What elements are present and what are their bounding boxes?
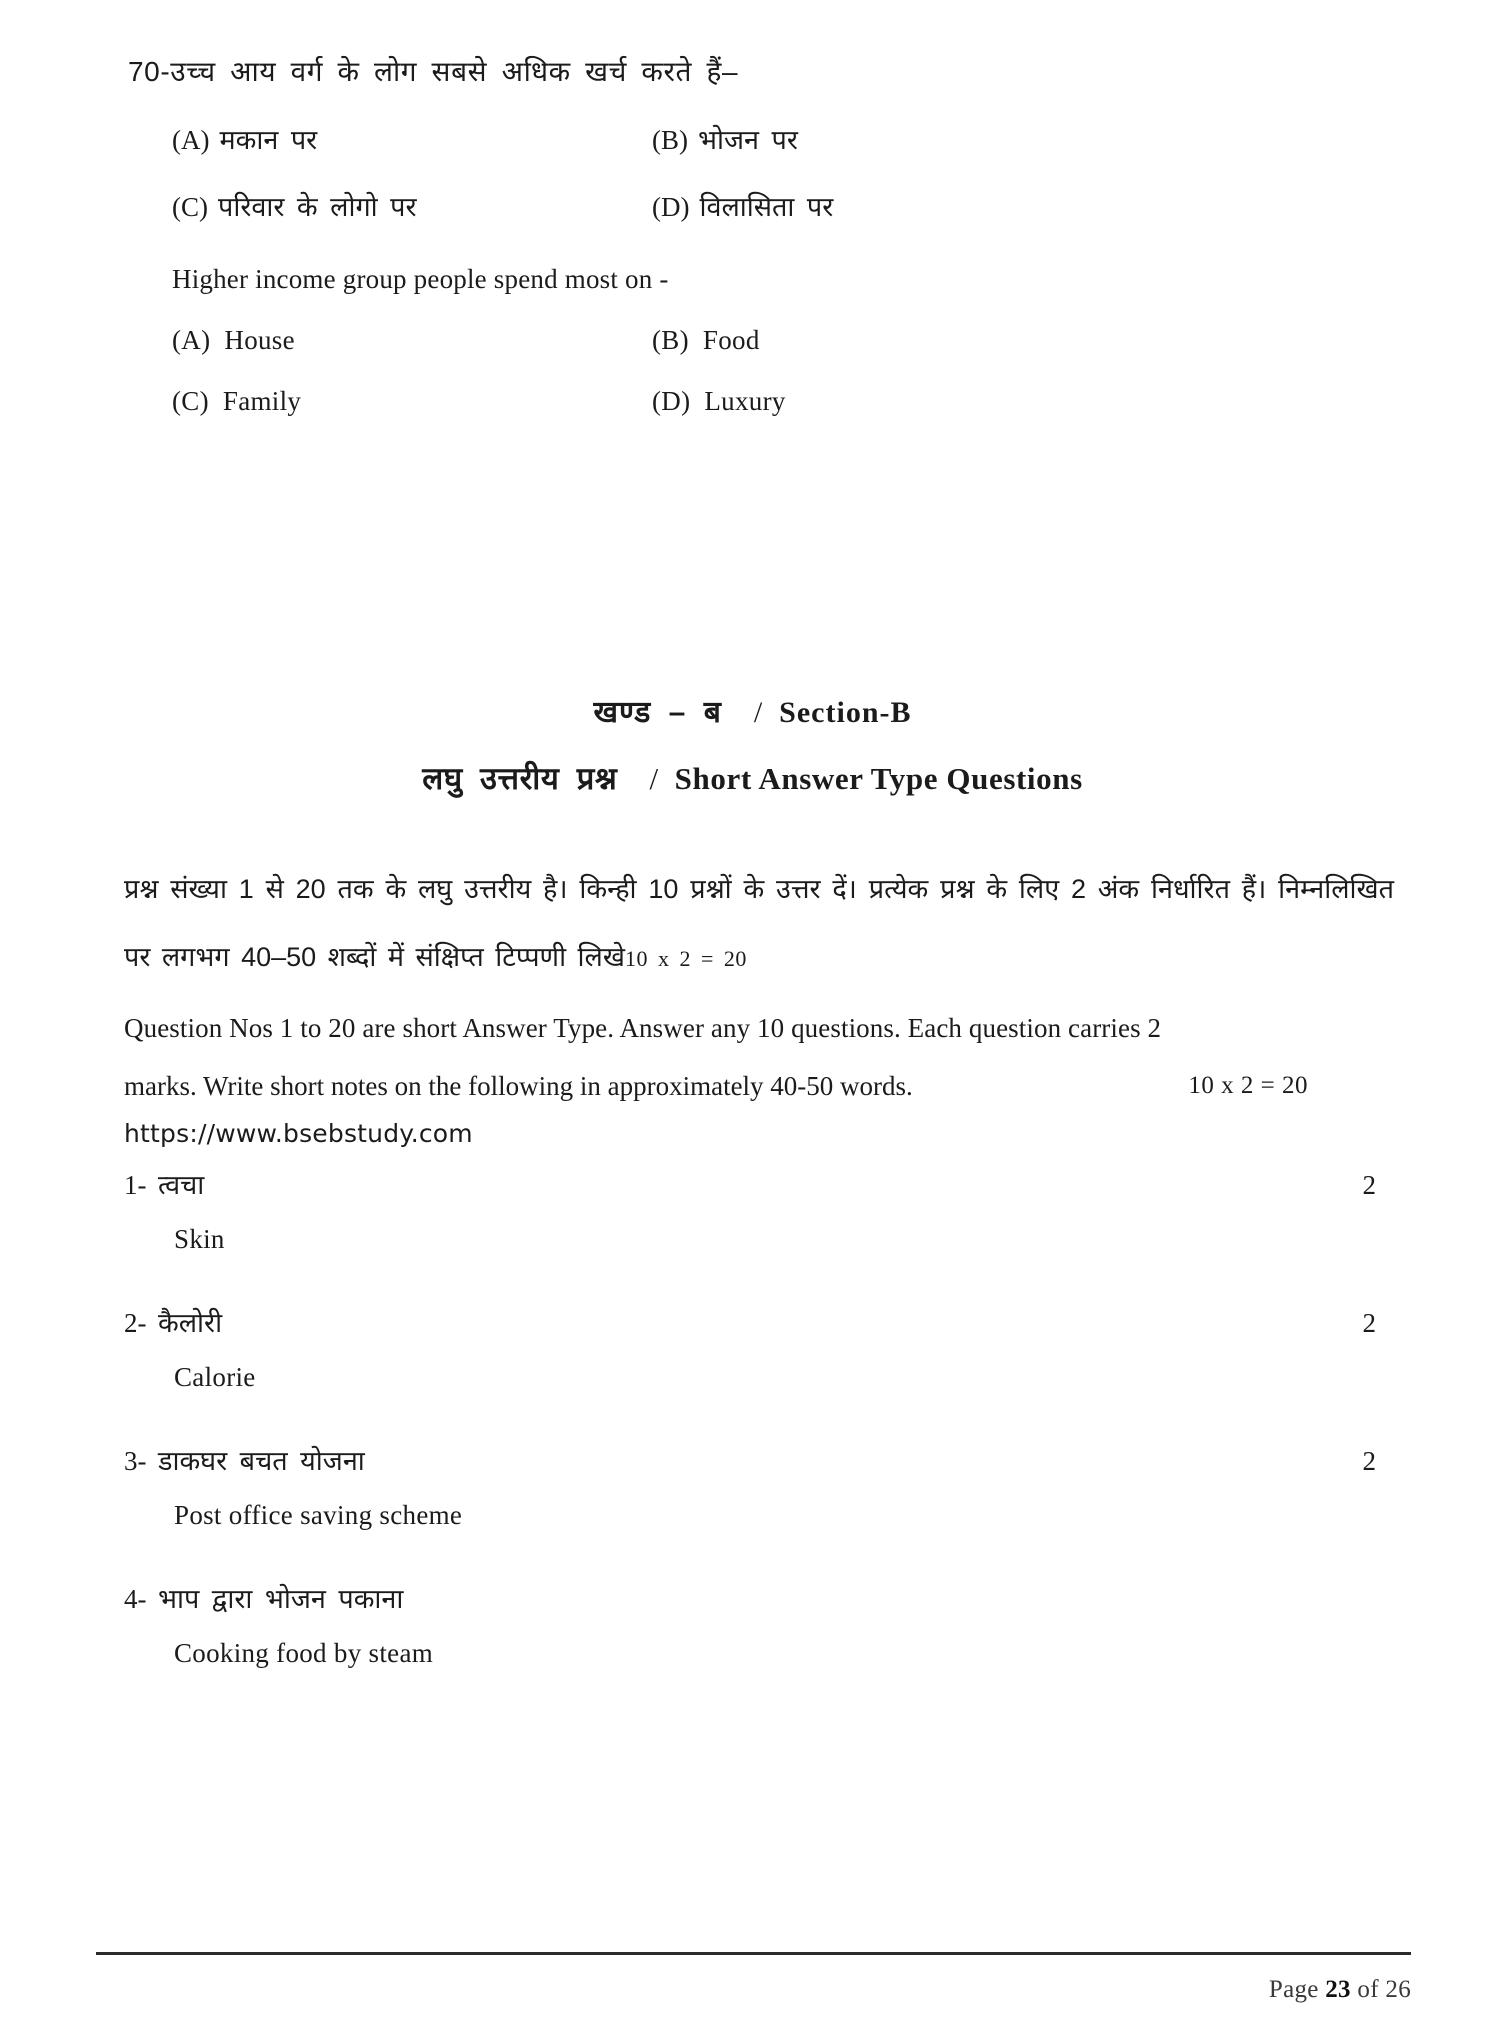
page-footer bbox=[1269, 1976, 1411, 2004]
mcq-question-block bbox=[128, 52, 1378, 417]
list-item bbox=[124, 1579, 1394, 1669]
section-subtitle-english: Short Answer Type Questions bbox=[674, 761, 1083, 796]
options-row-english-1 bbox=[128, 325, 1378, 356]
list-item bbox=[124, 1441, 1394, 1531]
option-label-c: परिवार के लोगो पर bbox=[218, 192, 417, 222]
question-stem-english: Higher income group people spend most on - bbox=[172, 264, 669, 294]
question-text-hindi: त्वचा bbox=[158, 1170, 205, 1200]
option-hindi-b[interactable] bbox=[652, 120, 1132, 157]
instructions-hindi-text: प्रश्न संख्या 1 से 20 तक के लघु उत्तरीय है। किन्ही 10 प्रश्नों के उत्तर दें। प्रत्येक प्रश्न के लिए 2 अंक निर्धारित हैं। निम्नलिखित पर लगभग 40–50 शब्दों में संक्षिप्त टिप्पणी लिखे bbox=[124, 874, 1394, 972]
option-hindi-c[interactable] bbox=[172, 187, 652, 224]
option-label-en-b: Food bbox=[702, 325, 760, 355]
footer-total-pages: 26 bbox=[1385, 1976, 1411, 2003]
section-heading bbox=[0, 690, 1505, 799]
question-number: 4- bbox=[124, 1584, 147, 1614]
options-row-english-2 bbox=[128, 386, 1378, 417]
question-head bbox=[124, 1579, 1394, 1616]
question-number: 3- bbox=[124, 1446, 147, 1476]
option-english-b[interactable] bbox=[652, 325, 1132, 356]
question-head bbox=[124, 1165, 1394, 1202]
question-marks: 2 bbox=[1362, 1170, 1376, 1200]
option-label-d: विलासिता पर bbox=[699, 192, 834, 222]
section-title-separator: / bbox=[753, 696, 764, 729]
list-item bbox=[124, 1165, 1394, 1255]
source-url[interactable]: https://www.bsebstudy.com bbox=[124, 1119, 473, 1148]
option-tag-en-d: (D) bbox=[652, 386, 691, 416]
question-text-english: Calorie bbox=[174, 1362, 256, 1392]
question-text-english: Skin bbox=[174, 1224, 225, 1254]
option-tag-en-a: (A) bbox=[172, 325, 211, 355]
option-label-en-a: House bbox=[224, 325, 295, 355]
option-tag-en-c: (C) bbox=[172, 386, 209, 416]
question-text-english: Post office saving scheme bbox=[174, 1500, 463, 1530]
option-english-a[interactable] bbox=[172, 325, 652, 356]
question-text-english: Cooking food by steam bbox=[174, 1638, 434, 1668]
list-item bbox=[124, 1303, 1394, 1393]
instructions-english-marks: 10 x 2 = 20 bbox=[1188, 1072, 1308, 1099]
options-row-hindi-2 bbox=[128, 187, 1378, 224]
question-text-hindi: डाकघर बचत योजना bbox=[158, 1446, 365, 1476]
question-text-hindi: कैलोरी bbox=[158, 1308, 223, 1338]
option-tag-c: (C) bbox=[172, 192, 208, 222]
option-english-d[interactable] bbox=[652, 386, 1132, 417]
instructions-hindi bbox=[124, 855, 1394, 993]
question-head bbox=[124, 1303, 1394, 1340]
question-text-hindi: भाप द्वारा भोजन पकाना bbox=[158, 1584, 404, 1614]
instructions-english-line2: marks. Write short notes on the following in approximately 40-50 words. bbox=[124, 1071, 913, 1101]
question-marks: 2 bbox=[1362, 1308, 1376, 1338]
section-title-hindi: खण्ड – ब bbox=[593, 696, 722, 729]
question-number: 70- bbox=[128, 56, 171, 87]
question-stem-hindi bbox=[128, 52, 1378, 90]
option-label-en-d: Luxury bbox=[704, 386, 786, 416]
option-tag-a: (A) bbox=[172, 125, 210, 155]
section-title-line bbox=[0, 690, 1505, 731]
footer-of-label: of bbox=[1357, 1976, 1379, 2003]
instructions-english-line1: Question Nos 1 to 20 are short Answer Type. Answer any 10 questions. Each question carries 2 bbox=[124, 1013, 1162, 1043]
instructions-english-line2-row bbox=[124, 1057, 1394, 1115]
section-title-english: Section-B bbox=[779, 696, 912, 729]
section-subtitle-line bbox=[0, 757, 1505, 799]
footer-page-prefix: Page bbox=[1268, 1976, 1319, 2003]
short-answer-question-list bbox=[124, 1165, 1394, 1717]
instructions-hindi-marks: 10 x 2 = 20 bbox=[624, 946, 747, 971]
option-tag-en-b: (B) bbox=[652, 325, 689, 355]
section-subtitle-separator: / bbox=[649, 761, 659, 796]
question-head bbox=[124, 1441, 1394, 1478]
option-tag-b: (B) bbox=[652, 125, 688, 155]
footer-current-page: 23 bbox=[1325, 1976, 1351, 2003]
option-label-en-c: Family bbox=[222, 386, 302, 416]
option-label-a: मकान पर bbox=[219, 125, 318, 155]
question-text-hindi: उच्च आय वर्ग के लोग सबसे अधिक खर्च करते हैं– bbox=[170, 56, 739, 87]
option-english-c[interactable] bbox=[172, 386, 652, 417]
question-number: 2- bbox=[124, 1308, 147, 1338]
option-hindi-d[interactable] bbox=[652, 187, 1132, 224]
instructions-english bbox=[124, 999, 1394, 1115]
question-number: 1- bbox=[124, 1170, 147, 1200]
section-subtitle-hindi: लघु उत्तरीय प्रश्न bbox=[422, 761, 618, 796]
option-hindi-a[interactable] bbox=[172, 120, 652, 157]
option-tag-d: (D) bbox=[652, 192, 690, 222]
instructions-block bbox=[124, 855, 1394, 1148]
question-marks: 2 bbox=[1362, 1446, 1376, 1476]
options-row-hindi-1 bbox=[128, 120, 1378, 157]
option-label-b: भोजन पर bbox=[698, 125, 798, 155]
footer-divider bbox=[96, 1952, 1411, 1955]
